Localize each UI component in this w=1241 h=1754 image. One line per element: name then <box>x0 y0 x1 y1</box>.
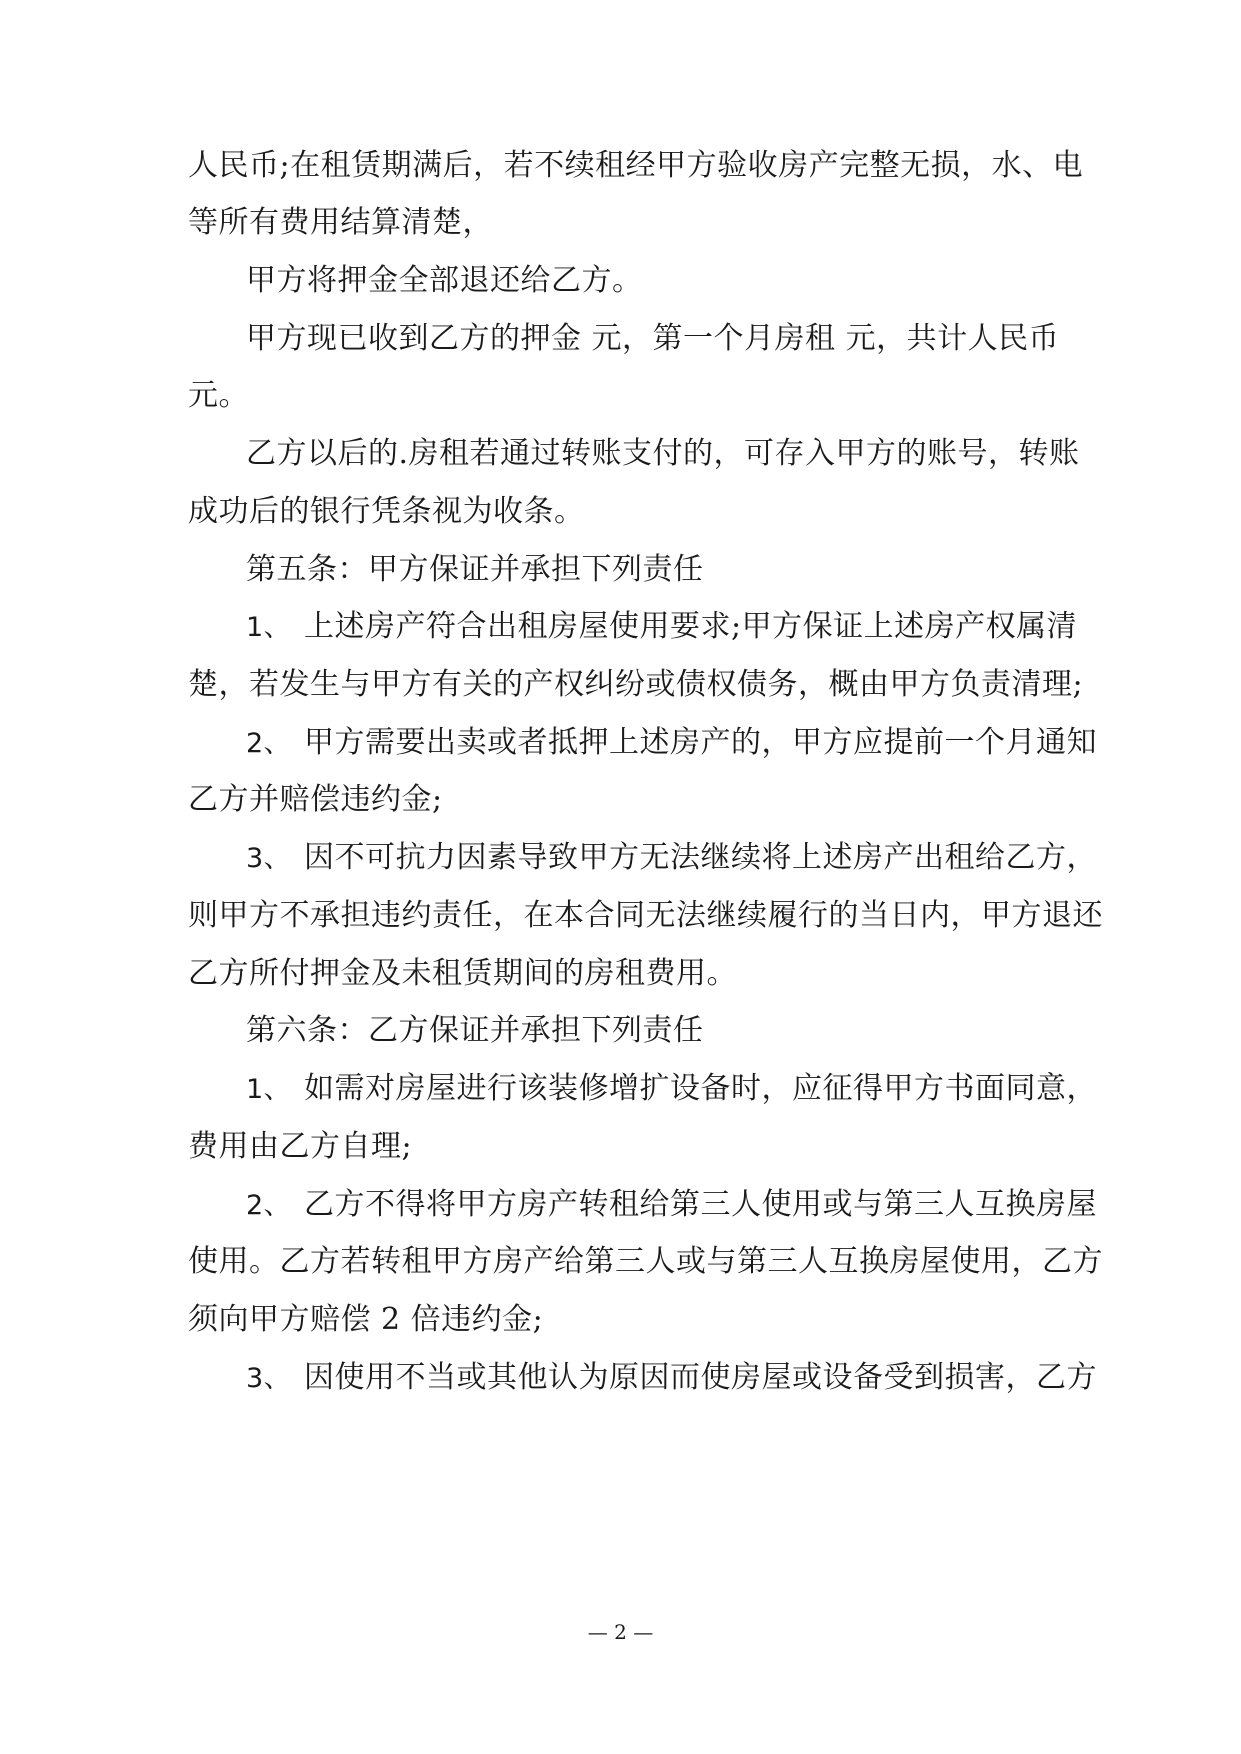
text-line: 则甲方不承担违约责任，在本合同无法继续履行的当日内，甲方退还 <box>188 898 1103 933</box>
item-number: 3、 <box>246 1363 292 1394</box>
section-heading: 第五条：甲方保证并承担下列责任 <box>246 552 704 587</box>
text-line: 乙方所付押金及未租赁期间的房租费用。 <box>188 956 737 991</box>
text-line: 等所有费用结算清楚， <box>188 205 493 240</box>
text-line: 楚，若发生与甲方有关的产权纠纷或债权债务，概由甲方负责清理; <box>188 667 1084 702</box>
item-number: 1、 <box>246 612 292 643</box>
section-heading: 第六条：乙方保证并承担下列责任 <box>246 1013 704 1048</box>
item-text: 上述房产符合出租房屋使用要求;甲方保证上述房产权属清 <box>304 609 1078 644</box>
text-line: 须向甲方赔偿 2 倍违约金; <box>188 1302 544 1337</box>
text-line: 人民币;在租赁期满后，若不续租经甲方验收房产完整无损，水、电 <box>188 148 1084 183</box>
text-line: 乙方以后的.房租若通过转账支付的，可存入甲方的账号，转账 <box>246 436 1080 471</box>
list-item <box>246 607 1078 647</box>
list-item <box>246 1358 1097 1398</box>
item-number: 3、 <box>246 843 292 874</box>
item-number: 1、 <box>246 1074 292 1105</box>
text-line: 乙方并赔偿违约金; <box>188 782 443 817</box>
list-item <box>246 723 1097 763</box>
item-number: 2、 <box>246 1190 292 1221</box>
list-item <box>246 838 1097 878</box>
item-text: 乙方不得将甲方房产转租给第三人使用或与第三人互换房屋 <box>304 1187 1097 1222</box>
text-line: 使用。乙方若转租甲方房产给第三人或与第三人互换房屋使用，乙方 <box>188 1244 1103 1279</box>
item-text: 甲方需要出卖或者抵押上述房产的，甲方应提前一个月通知 <box>304 725 1097 760</box>
item-text: 因不可抗力因素导致甲方无法继续将上述房产出租给乙方， <box>304 840 1097 875</box>
page-number: — 2 — <box>587 1620 654 1644</box>
list-item <box>246 1069 1097 1109</box>
text-line: 费用由乙方自理; <box>188 1129 413 1164</box>
text-line: 成功后的银行凭条视为收条。 <box>188 494 585 529</box>
text-line: 元。 <box>188 378 249 413</box>
item-text: 如需对房屋进行该装修增扩设备时，应征得甲方书面同意， <box>304 1071 1097 1106</box>
text-line: 甲方现已收到乙方的押金 元，第一个月房租 元，共计人民币 <box>246 321 1060 356</box>
item-text: 因使用不当或其他认为原因而使房屋或设备受到损害，乙方 <box>304 1360 1097 1395</box>
text-line: 甲方将押金全部退还给乙方。 <box>246 263 643 298</box>
list-item <box>246 1185 1097 1225</box>
item-number: 2、 <box>246 728 292 759</box>
